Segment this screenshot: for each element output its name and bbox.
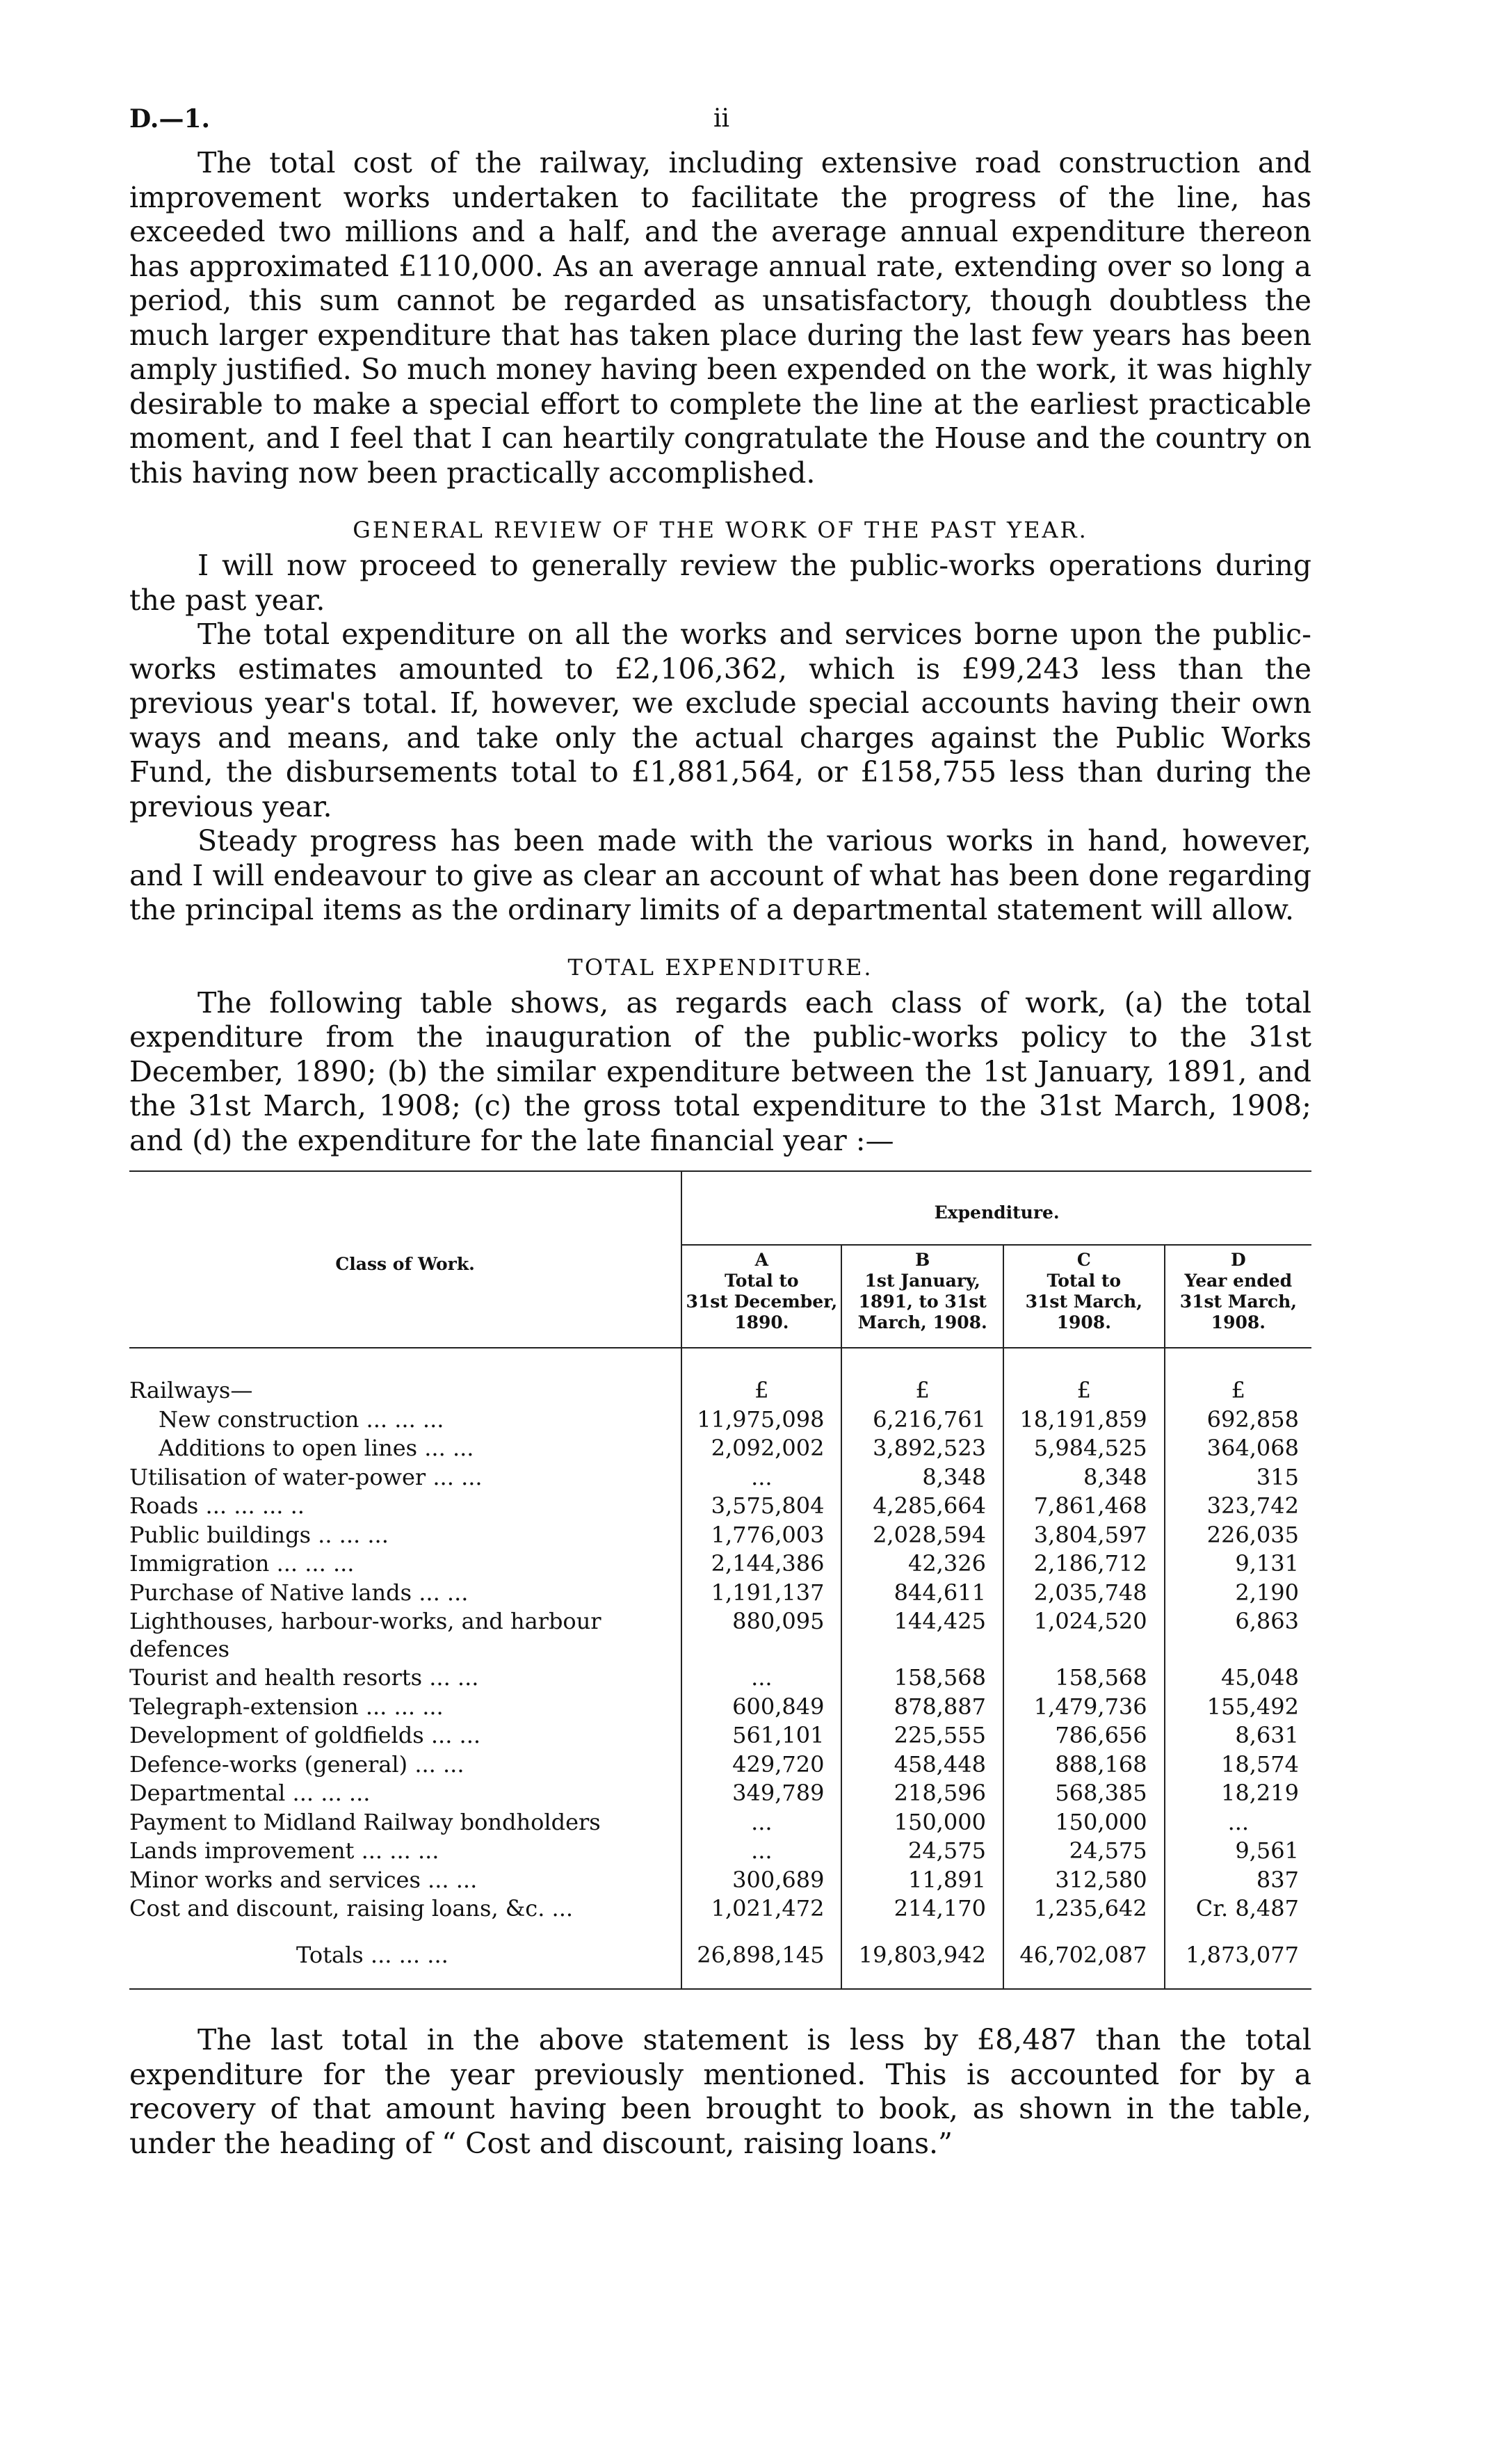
- cell-b: 11,891: [841, 1866, 1003, 1895]
- cell-a: ...: [681, 1463, 841, 1492]
- cell-d: 226,035: [1206, 1521, 1299, 1548]
- cell-d: 18,219: [1221, 1780, 1299, 1806]
- row-label: Purchase of Native lands ... ...: [129, 1579, 681, 1608]
- cell-d: 837: [1256, 1866, 1299, 1893]
- table-row: [129, 1406, 1311, 1435]
- table-row: [129, 1549, 1311, 1579]
- cell-c: 150,000: [1003, 1808, 1165, 1837]
- cell-c: 1,024,520: [1003, 1607, 1165, 1664]
- row-label: Lighthouses, harbour-works, and harbour defences: [129, 1607, 681, 1664]
- row-label: Telegraph-extension ... ... ...: [129, 1693, 681, 1722]
- cell-b: 6,216,761: [841, 1406, 1003, 1435]
- cell-a: 300,689: [681, 1866, 841, 1895]
- row-label: New construction ... ... ...: [129, 1406, 681, 1435]
- cell-d: 323,742: [1206, 1492, 1299, 1519]
- cell-b: 158,568: [841, 1664, 1003, 1693]
- cell-c: 8,348: [1003, 1463, 1165, 1492]
- column-c-line2: 31st March,: [1025, 1291, 1142, 1312]
- cell-a: 429,720: [681, 1750, 841, 1780]
- cell-b: 144,425: [841, 1607, 1003, 1664]
- table-row: [129, 1721, 1311, 1750]
- expenditure-table: [129, 1172, 1311, 1988]
- cell-c: 1,235,642: [1003, 1894, 1165, 1924]
- cell-d: 45,048: [1221, 1664, 1299, 1691]
- row-label: Lands improvement ... ... ...: [129, 1837, 681, 1866]
- row-label: Tourist and health resorts ... ...: [129, 1664, 681, 1693]
- table-row: [129, 1866, 1311, 1895]
- cell-b: 8,348: [841, 1463, 1003, 1492]
- document-page: [129, 104, 1311, 2161]
- cell-a: 561,101: [681, 1721, 841, 1750]
- cell-a: ...: [681, 1808, 841, 1837]
- column-d-letter: D: [1230, 1250, 1246, 1270]
- cell-b: 218,596: [841, 1779, 1003, 1808]
- cell-d: ...: [1227, 1808, 1250, 1835]
- cell-d: Cr. 8,487: [1195, 1895, 1299, 1922]
- cell-b: 844,611: [841, 1579, 1003, 1608]
- table-row: [129, 1779, 1311, 1808]
- page-header: [129, 104, 1311, 146]
- cell-a: 11,975,098: [681, 1406, 841, 1435]
- cell-b: 24,575: [841, 1837, 1003, 1866]
- cell-d: 9,561: [1235, 1837, 1299, 1864]
- column-d-line2: 31st March,: [1179, 1291, 1297, 1312]
- cell-c: 312,580: [1003, 1866, 1165, 1895]
- cell-d: 315: [1256, 1463, 1299, 1490]
- cell-a: 600,849: [681, 1693, 841, 1722]
- cell-b: 3,892,523: [841, 1434, 1003, 1463]
- review-paragraph-2: The total expenditure on all the works and services borne upon the public-works estimates amounted to £2,106,362, which is £99,243 less than the previous year's total. If, however, we exclude special accounts having their own ways and means, and take only the actual charges against the Public Works Fund, the disbursements total to £1,881,564, or £158,755 less than during the previous year.: [129, 618, 1311, 823]
- table-row: [129, 1693, 1311, 1722]
- column-c-letter: C: [1076, 1250, 1091, 1270]
- column-a-header: [681, 1245, 841, 1348]
- cell-c: 3,804,597: [1003, 1521, 1165, 1550]
- column-b-letter: B: [915, 1250, 930, 1270]
- row-label: Defence-works (general) ... ...: [129, 1750, 681, 1780]
- row-label: Departmental ... ... ...: [129, 1779, 681, 1808]
- cell-c: 888,168: [1003, 1750, 1165, 1780]
- cell-b: 4,285,664: [841, 1492, 1003, 1521]
- row-label: Cost and discount, raising loans, &c. ...: [129, 1894, 681, 1924]
- cell-a: 349,789: [681, 1779, 841, 1808]
- review-paragraph-3: Steady progress has been made with the various works in hand, however, and I will endeavour to give as clear an account of what has been done regarding the principal items as the ordinary limits of a departmental statement will allow.: [129, 824, 1311, 926]
- cell-c: 568,385: [1003, 1779, 1165, 1808]
- cell-c: 5,984,525: [1003, 1434, 1165, 1463]
- cell-a: 1,776,003: [681, 1521, 841, 1550]
- column-c-line3: 1908.: [1056, 1312, 1111, 1332]
- table-row: [129, 1521, 1311, 1550]
- column-d-line3: 1908.: [1211, 1312, 1266, 1332]
- column-b-line1: 1st January,: [864, 1271, 980, 1291]
- row-label: Roads ... ... ... ..: [129, 1492, 681, 1521]
- table-row: [129, 1750, 1311, 1780]
- totals-label: Totals ... ... ...: [129, 1924, 681, 1989]
- row-label: Immigration ... ... ...: [129, 1549, 681, 1579]
- column-b-line2: 1891, to 31st: [858, 1291, 987, 1312]
- currency-symbol-c: £: [1003, 1376, 1165, 1406]
- class-of-work-header: Class of Work.: [129, 1172, 681, 1348]
- cell-d: 8,631: [1235, 1722, 1299, 1748]
- review-heading: GENERAL REVIEW OF THE WORK OF THE PAST YEAR.: [353, 517, 1088, 543]
- cell-d: 9,131: [1235, 1550, 1299, 1577]
- cell-c: 158,568: [1003, 1664, 1165, 1693]
- row-label: Railways—: [129, 1376, 681, 1406]
- cell-a: 3,575,804: [681, 1492, 841, 1521]
- currency-symbol-d: £: [1231, 1377, 1245, 1403]
- expenditure-header: Expenditure.: [681, 1172, 1311, 1245]
- total-a: 26,898,145: [681, 1924, 841, 1989]
- table-row: [129, 1463, 1311, 1492]
- cell-b: 214,170: [841, 1894, 1003, 1924]
- cell-a: ...: [681, 1837, 841, 1866]
- document-reference: D.—1.: [129, 104, 211, 134]
- row-label: Development of goldfields ... ...: [129, 1721, 681, 1750]
- currency-symbol-a: £: [681, 1376, 841, 1406]
- column-d-header: [1165, 1245, 1311, 1348]
- cell-c: 24,575: [1003, 1837, 1165, 1866]
- cell-c: 2,186,712: [1003, 1549, 1165, 1579]
- cell-a: 2,144,386: [681, 1549, 841, 1579]
- page-number: ii: [713, 104, 730, 133]
- cell-b: 225,555: [841, 1721, 1003, 1750]
- closing-paragraph: The last total in the above statement is less by £8,487 than the total expenditure for the year previously mentioned. This is accounted for by a recovery of that amount having been brought to book, as shown in the table, under the heading of “ Cost and discount, raising loans.”: [129, 2023, 1311, 2160]
- column-a-line2: 31st December,: [686, 1291, 838, 1312]
- column-c-line1: Total to: [1047, 1271, 1122, 1291]
- cell-a: 1,191,137: [681, 1579, 841, 1608]
- table-row: [129, 1434, 1311, 1463]
- table-row-railways-group: [129, 1376, 1311, 1406]
- column-d-line1: Year ended: [1184, 1271, 1293, 1291]
- table-row: [129, 1492, 1311, 1521]
- cell-c: 2,035,748: [1003, 1579, 1165, 1608]
- table-row: [129, 1664, 1311, 1693]
- cell-a: 1,021,472: [681, 1894, 841, 1924]
- row-label: Minor works and services ... ...: [129, 1866, 681, 1895]
- column-b-line3: March, 1908.: [857, 1312, 987, 1332]
- row-label: Payment to Midland Railway bondholders: [129, 1808, 681, 1837]
- cell-a: ...: [681, 1664, 841, 1693]
- cell-b: 458,448: [841, 1750, 1003, 1780]
- cell-a: 2,092,002: [681, 1434, 841, 1463]
- column-c-header: [1003, 1245, 1165, 1348]
- cell-d: 6,863: [1235, 1608, 1299, 1634]
- cell-b: 2,028,594: [841, 1521, 1003, 1550]
- total-c: 46,702,087: [1003, 1924, 1165, 1989]
- column-b-header: [841, 1245, 1003, 1348]
- review-paragraph-1: I will now proceed to generally review the public-works operations during the past year.: [129, 549, 1311, 617]
- row-label: Utilisation of water-power ... ...: [129, 1463, 681, 1492]
- table-row: [129, 1894, 1311, 1924]
- total-d: 1,873,077: [1186, 1941, 1299, 1968]
- table-row: [129, 1808, 1311, 1837]
- cell-b: 878,887: [841, 1693, 1003, 1722]
- table-bottom-rule: [129, 1988, 1311, 1990]
- table-row: [129, 1579, 1311, 1608]
- currency-symbol-b: £: [841, 1376, 1003, 1406]
- column-a-line3: 1890.: [734, 1312, 789, 1332]
- cell-d: 364,068: [1206, 1435, 1299, 1461]
- total-expenditure-intro: The following table shows, as regards each class of work, (a) the total expenditure from the inauguration of the public-works policy to the 31st December, 1890; (b) the similar expenditure between the 1st January, 1891, and the 31st March, 1908; (c) the gross total expenditure to the 31st March, 1908; and (d) the expenditure for the late financial year :—: [129, 985, 1311, 1157]
- column-a-line1: Total to: [725, 1271, 799, 1291]
- row-label: Additions to open lines ... ...: [129, 1434, 681, 1463]
- table-row: [129, 1837, 1311, 1866]
- cell-c: 786,656: [1003, 1721, 1165, 1750]
- cell-c: 18,191,859: [1003, 1406, 1165, 1435]
- cell-c: 7,861,468: [1003, 1492, 1165, 1521]
- cell-d: 155,492: [1206, 1693, 1299, 1720]
- table-row: [129, 1607, 1311, 1664]
- cell-b: 42,326: [841, 1549, 1003, 1579]
- cell-d: 18,574: [1221, 1750, 1299, 1778]
- totals-row: [129, 1924, 1311, 1989]
- total-expenditure-heading: TOTAL EXPENDITURE.: [567, 953, 873, 981]
- cell-c: 1,479,736: [1003, 1693, 1165, 1722]
- row-label: Public buildings .. ... ...: [129, 1521, 681, 1550]
- cell-a: 880,095: [681, 1607, 841, 1664]
- total-b: 19,803,942: [841, 1924, 1003, 1989]
- cell-d: 2,190: [1235, 1579, 1299, 1606]
- column-a-letter: A: [754, 1250, 769, 1270]
- intro-paragraph: The total cost of the railway, including extensive road construction and improvement works undertaken to facilitate the progress of the line, has exceeded two millions and a half, and the average annual expenditure thereon has approximated £110,000. As an average annual rate, extending over so long a period, this sum cannot be regarded as unsatisfactory, though doubtless the much larger expenditure that has taken place during the last few years has been amply justified. So much money having been expended on the work, it was highly desirable to make a special effort to complete the line at the earliest practicable moment, and I feel that I can heartily congratulate the House and the country on this having now been practically accomplished.: [129, 146, 1311, 490]
- cell-d: 692,858: [1206, 1406, 1299, 1433]
- cell-b: 150,000: [841, 1808, 1003, 1837]
